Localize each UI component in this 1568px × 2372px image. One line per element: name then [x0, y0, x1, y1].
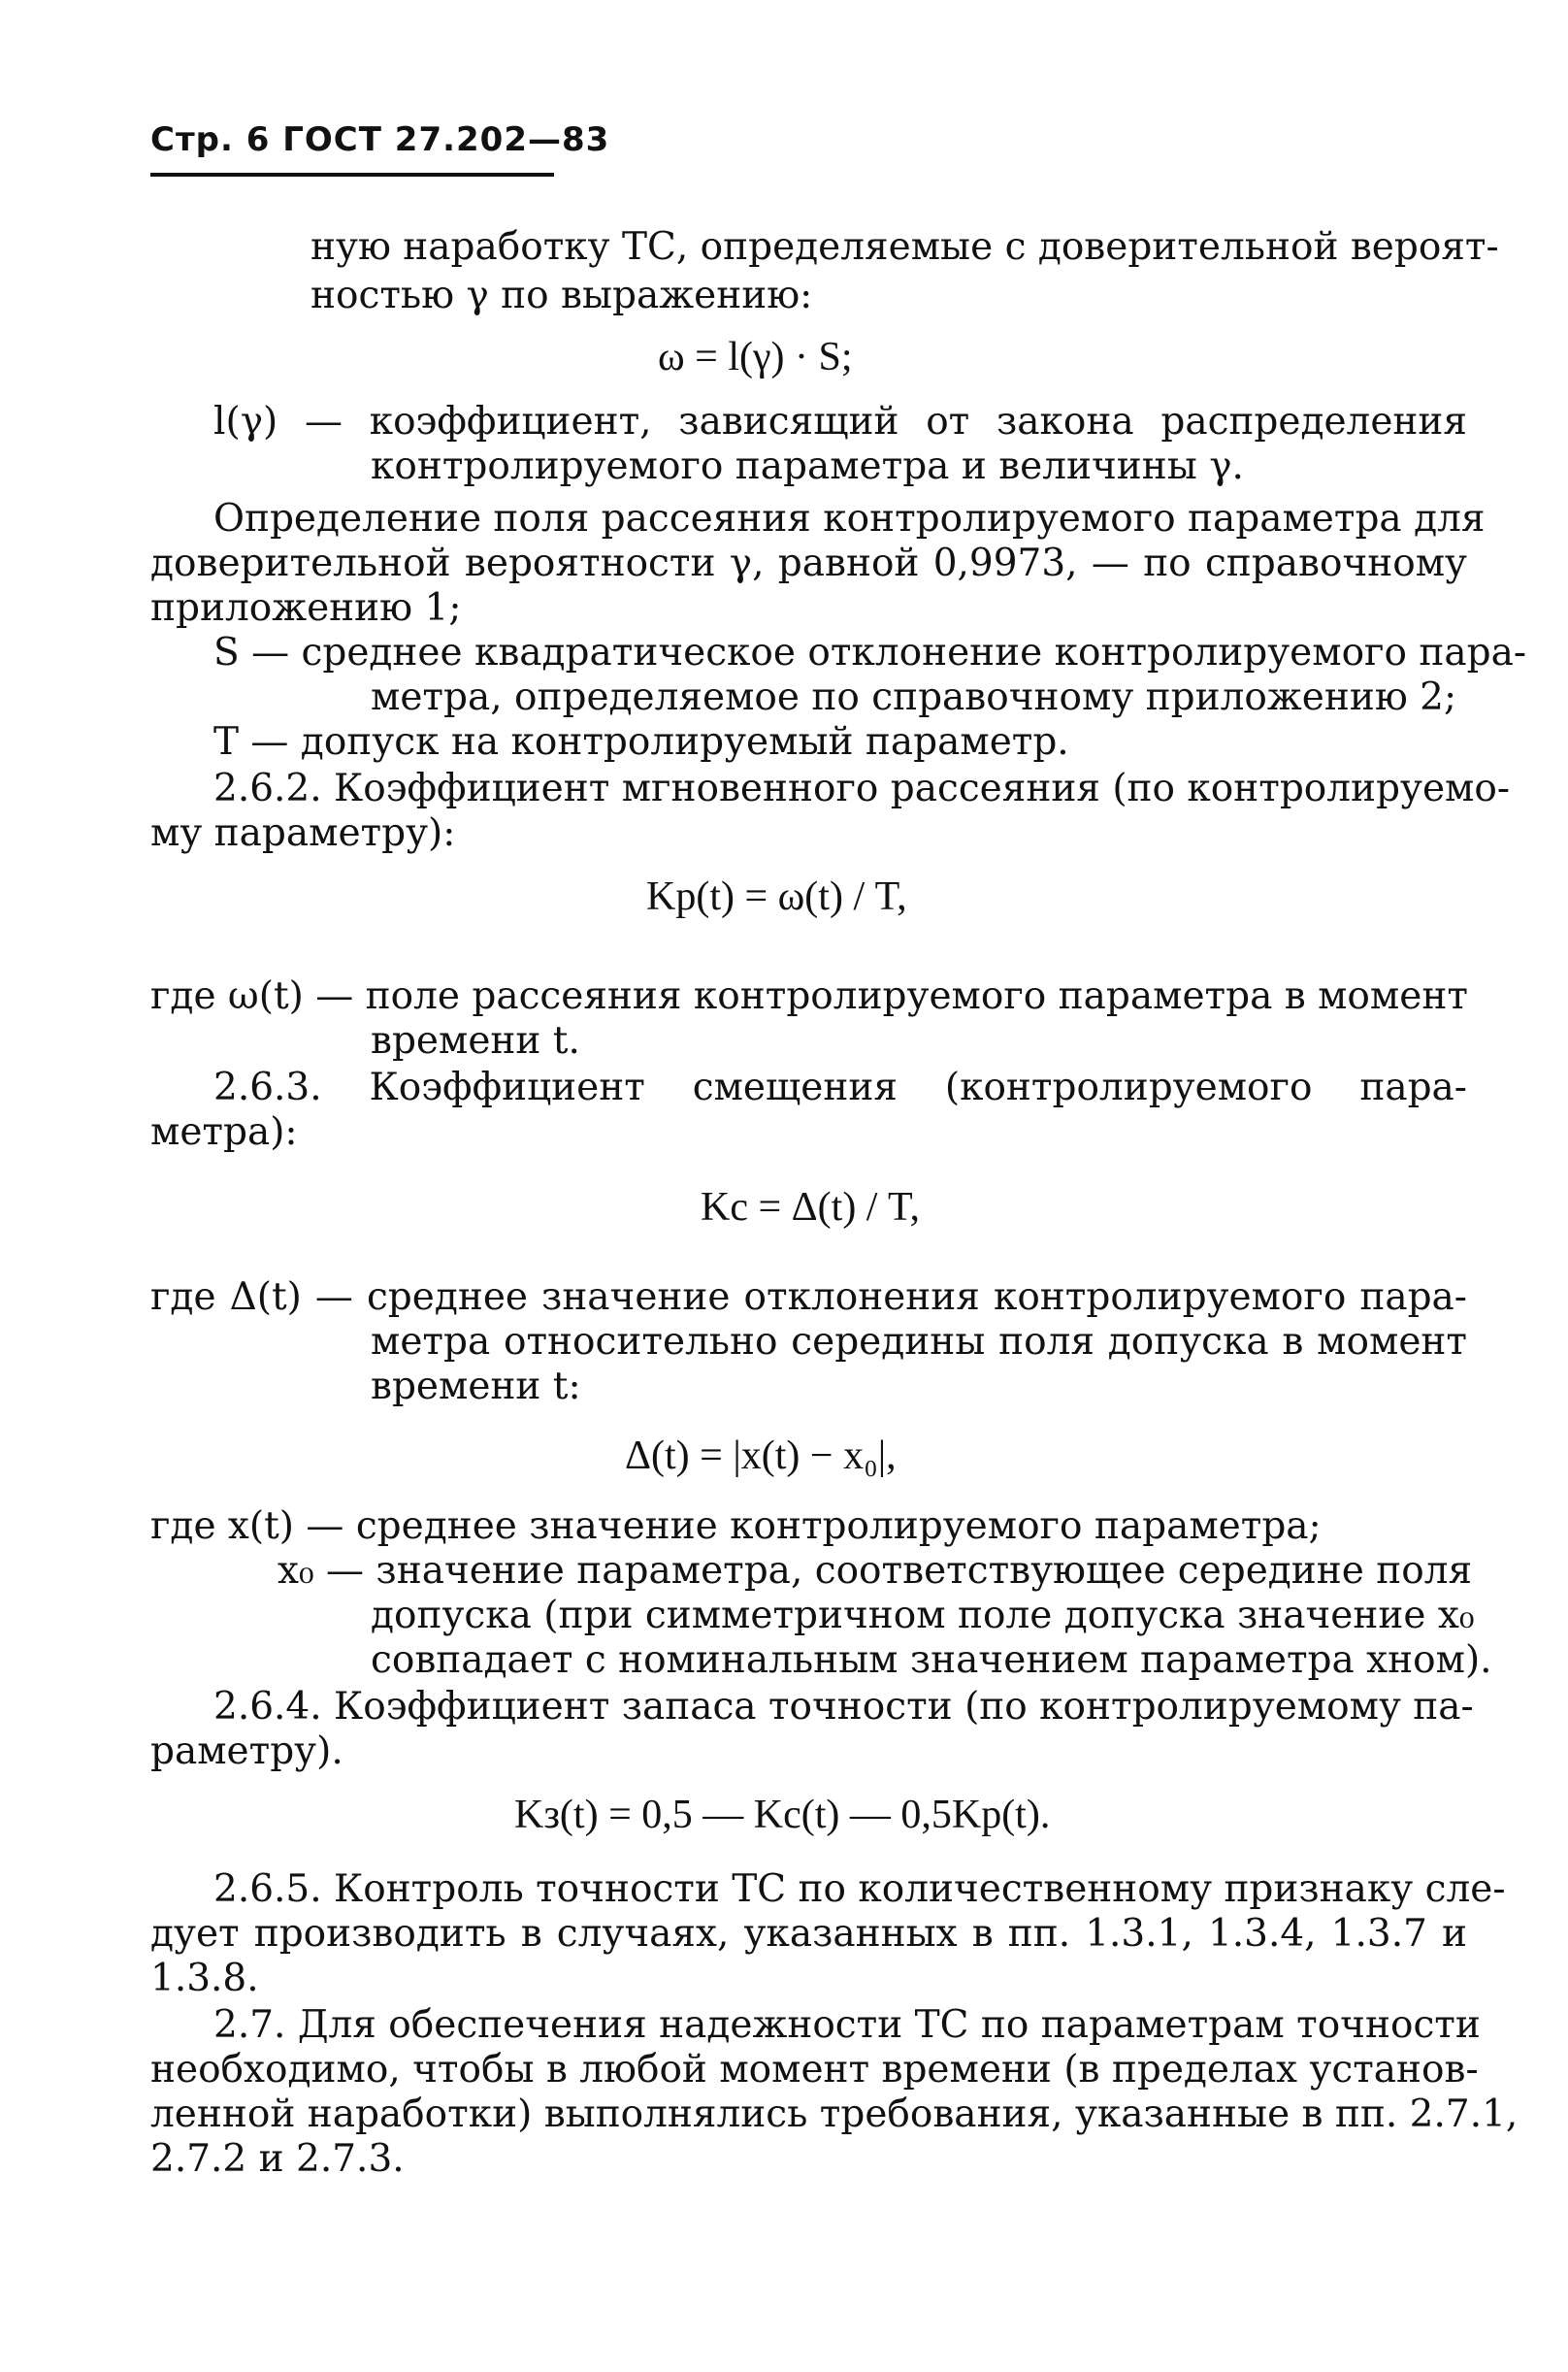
- formula-text: ω = l(γ) · S;: [658, 335, 853, 379]
- text-line: T — допуск на контролируемый параметр.: [213, 720, 1069, 764]
- text-line: доверительной вероятности γ, равной 0,9973, — по справочному: [150, 542, 1467, 585]
- formula-kp: [646, 873, 907, 920]
- text-line: метра):: [150, 1110, 298, 1154]
- text-line: 2.6.3. Коэффициент смещения (контролируемого пара-: [213, 1066, 1467, 1109]
- text-line: дует производить в случаях, указанных в пп. 1.3.1, 1.3.4, 1.3.7 и: [150, 1912, 1467, 1956]
- formula-omega: [658, 334, 853, 380]
- text-line: времени t:: [371, 1365, 581, 1408]
- formula-text: Δ(t) = |x(t) − x₀|,: [625, 1433, 897, 1478]
- formula-text: Kр(t) = ω(t) / T,: [646, 874, 907, 919]
- text-line: метра, определяемое по справочному приложению 2;: [371, 675, 1457, 719]
- text-line: ностью γ по выражению:: [310, 274, 813, 317]
- text-line: ную наработку ТС, определяемые с доверительной вероят-: [310, 225, 1499, 269]
- text-line: где x(t) — среднее значение контролируемого параметра;: [150, 1504, 1322, 1548]
- text-line: где Δ(t) — среднее значение отклонения контролируемого пара-: [150, 1275, 1467, 1319]
- text-line: 2.6.5. Контроль точности ТС по количественному признаку сле-: [213, 1867, 1506, 1911]
- formula-kc: [701, 1184, 920, 1231]
- text-line: контролируемого параметра и величины γ.: [371, 445, 1244, 488]
- text-line: x₀ — значение параметра, соответствующее середине поля: [278, 1549, 1473, 1593]
- formula-kz: [514, 1792, 1050, 1838]
- text-line: метра относительно середины поля допуска в момент: [371, 1320, 1467, 1364]
- text-line: 2.6.4. Коэффициент запаса точности (по контролируемому па-: [213, 1685, 1474, 1729]
- text-line: l(γ) — коэффициент, зависящий от закона распределения: [213, 400, 1467, 444]
- text-line: допуска (при симметричном поле допуска значение x₀: [371, 1594, 1475, 1637]
- formula-delta: [625, 1433, 897, 1479]
- header-rule: [150, 173, 554, 177]
- text-line: му параметру):: [150, 811, 456, 855]
- text-line: S — среднее квадратическое отклонение контролируемого пара-: [213, 631, 1527, 675]
- text-line: где ω(t) — поле рассеяния контролируемого параметра в момент: [150, 974, 1468, 1018]
- text-line: совпадает с номинальным значением параметра xном).: [371, 1638, 1492, 1682]
- text-line: времени t.: [371, 1019, 580, 1063]
- text-line: 2.7. Для обеспечения надежности ТС по параметрам точности: [213, 2003, 1481, 2047]
- formula-text: Kз(t) = 0,5 — Kс(t) — 0,5Kр(t).: [514, 1793, 1051, 1837]
- text-line: 2.7.2 и 2.7.3.: [150, 2137, 405, 2181]
- text-line: 2.6.2. Коэффициент мгновенного рассеяния (по контролируемо-: [213, 767, 1511, 810]
- text-line: раметру).: [150, 1730, 343, 1773]
- text-line: 1.3.8.: [150, 1957, 259, 2000]
- text-line: необходимо, чтобы в любой момент времени (в пределах установ-: [150, 2048, 1479, 2092]
- text-line: Определение поля рассеяния контролируемого параметра для: [213, 497, 1486, 541]
- text-line: ленной наработки) выполнялись требования, указанные в пп. 2.7.1,: [150, 2092, 1519, 2136]
- page-header: Стр. 6 ГОСТ 27.202—83: [150, 120, 610, 159]
- formula-text: Kс = Δ(t) / T,: [701, 1185, 921, 1230]
- text-line: приложению 1;: [150, 586, 462, 630]
